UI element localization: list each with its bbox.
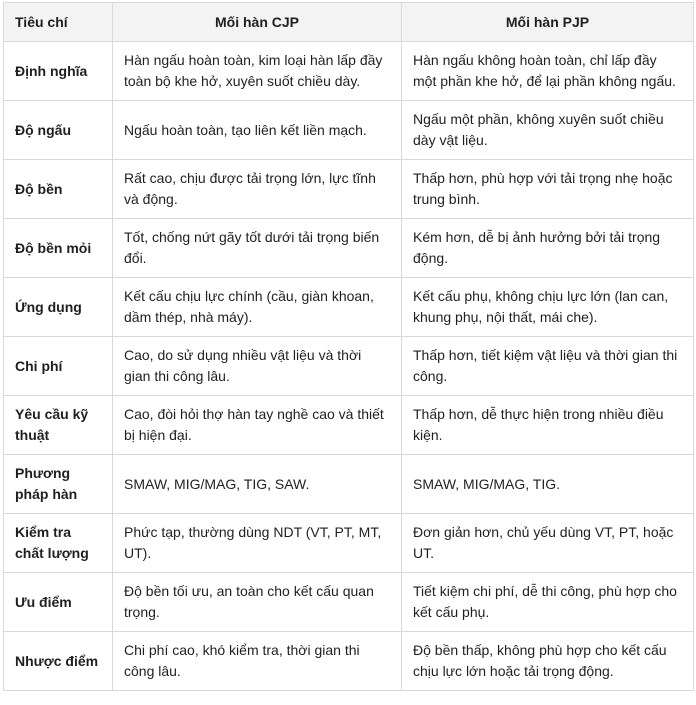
criterion-cell: Độ bền mỏi [4,219,113,278]
pjp-cell: Thấp hơn, phù hợp với tải trọng nhẹ hoặc trung bình. [402,160,694,219]
criterion-cell: Kiểm tra chất lượng [4,514,113,573]
criterion-cell: Ưu điểm [4,573,113,632]
table-row [4,278,694,337]
table-body [4,42,694,691]
pjp-cell: Kém hơn, dễ bị ảnh hưởng bởi tải trọng động. [402,219,694,278]
table-row [4,101,694,160]
table-row [4,632,694,691]
header-cjp: Mối hàn CJP [113,3,402,42]
table-row [4,160,694,219]
criterion-cell: Yêu cầu kỹ thuật [4,396,113,455]
criterion-cell: Ứng dụng [4,278,113,337]
table-row [4,219,694,278]
pjp-cell: Hàn ngấu không hoàn toàn, chỉ lấp đầy một phần khe hở, để lại phần không ngấu. [402,42,694,101]
cjp-cell: Cao, đòi hỏi thợ hàn tay nghề cao và thiết bị hiện đại. [113,396,402,455]
pjp-cell: Kết cấu phụ, không chịu lực lớn (lan can, khung phụ, nội thất, mái che). [402,278,694,337]
criterion-cell: Chi phí [4,337,113,396]
criterion-cell: Độ bền [4,160,113,219]
header-row [4,3,694,42]
criterion-cell: Định nghĩa [4,42,113,101]
header-pjp: Mối hàn PJP [402,3,694,42]
cjp-cell: Độ bền tối ưu, an toàn cho kết cấu quan trọng. [113,573,402,632]
comparison-table [3,2,694,691]
pjp-cell: Tiết kiệm chi phí, dễ thi công, phù hợp cho kết cấu phụ. [402,573,694,632]
table-row [4,396,694,455]
criterion-cell: Phương pháp hàn [4,455,113,514]
table-row [4,573,694,632]
criterion-cell: Nhược điểm [4,632,113,691]
pjp-cell: Độ bền thấp, không phù hợp cho kết cấu chịu lực lớn hoặc tải trọng động. [402,632,694,691]
pjp-cell: Thấp hơn, dễ thực hiện trong nhiều điều kiện. [402,396,694,455]
criterion-cell: Độ ngấu [4,101,113,160]
cjp-cell: Ngấu hoàn toàn, tạo liên kết liền mạch. [113,101,402,160]
table-row [4,42,694,101]
pjp-cell: Ngấu một phần, không xuyên suốt chiều dày vật liệu. [402,101,694,160]
pjp-cell: Thấp hơn, tiết kiệm vật liệu và thời gian thi công. [402,337,694,396]
table-row [4,514,694,573]
pjp-cell: SMAW, MIG/MAG, TIG. [402,455,694,514]
cjp-cell: Phức tạp, thường dùng NDT (VT, PT, MT, UT). [113,514,402,573]
cjp-cell: Chi phí cao, khó kiểm tra, thời gian thi công lâu. [113,632,402,691]
cjp-cell: Cao, do sử dụng nhiều vật liệu và thời gian thi công lâu. [113,337,402,396]
table-row [4,455,694,514]
cjp-cell: Hàn ngấu hoàn toàn, kim loại hàn lấp đầy toàn bộ khe hở, xuyên suốt chiều dày. [113,42,402,101]
pjp-cell: Đơn giản hơn, chủ yếu dùng VT, PT, hoặc UT. [402,514,694,573]
header-criterion: Tiêu chí [4,3,113,42]
cjp-cell: Kết cấu chịu lực chính (cầu, giàn khoan, dầm thép, nhà máy). [113,278,402,337]
table-header [4,3,694,42]
cjp-cell: Rất cao, chịu được tải trọng lớn, lực tĩnh và động. [113,160,402,219]
cjp-cell: Tốt, chống nứt gãy tốt dưới tải trọng biến đổi. [113,219,402,278]
cjp-cell: SMAW, MIG/MAG, TIG, SAW. [113,455,402,514]
table-row [4,337,694,396]
